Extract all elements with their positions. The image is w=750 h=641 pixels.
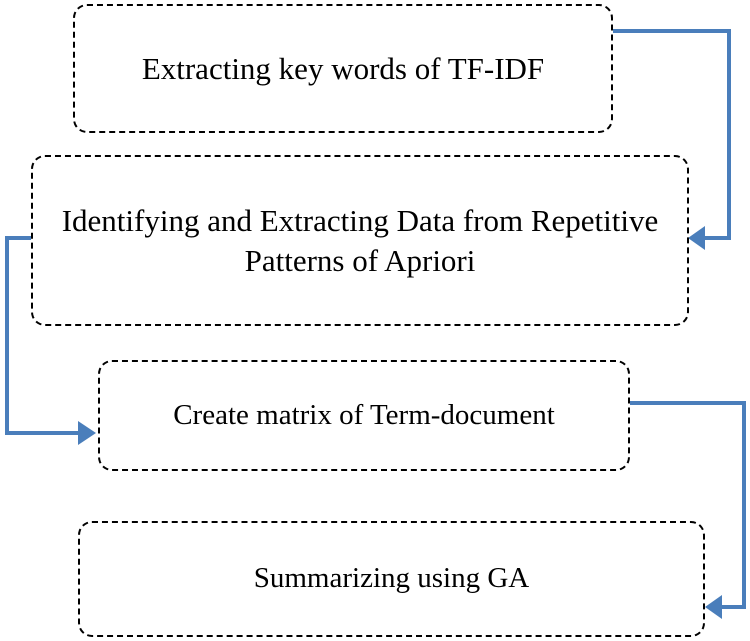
node-summarizing-using-ga [78,521,705,637]
node-extracting-key-words-tfidf [73,4,613,133]
node-label: Extracting key words of TF-IDF [141,50,545,86]
node-label: Create matrix of Term-document [173,398,555,431]
node-create-term-document-matrix [98,360,630,471]
node-label: Summarizing using GA [253,562,530,595]
node-identifying-extracting-apriori [31,155,689,326]
node-label: Identifying and Extracting Data from Repetitive Patterns of Apriori [61,202,659,278]
